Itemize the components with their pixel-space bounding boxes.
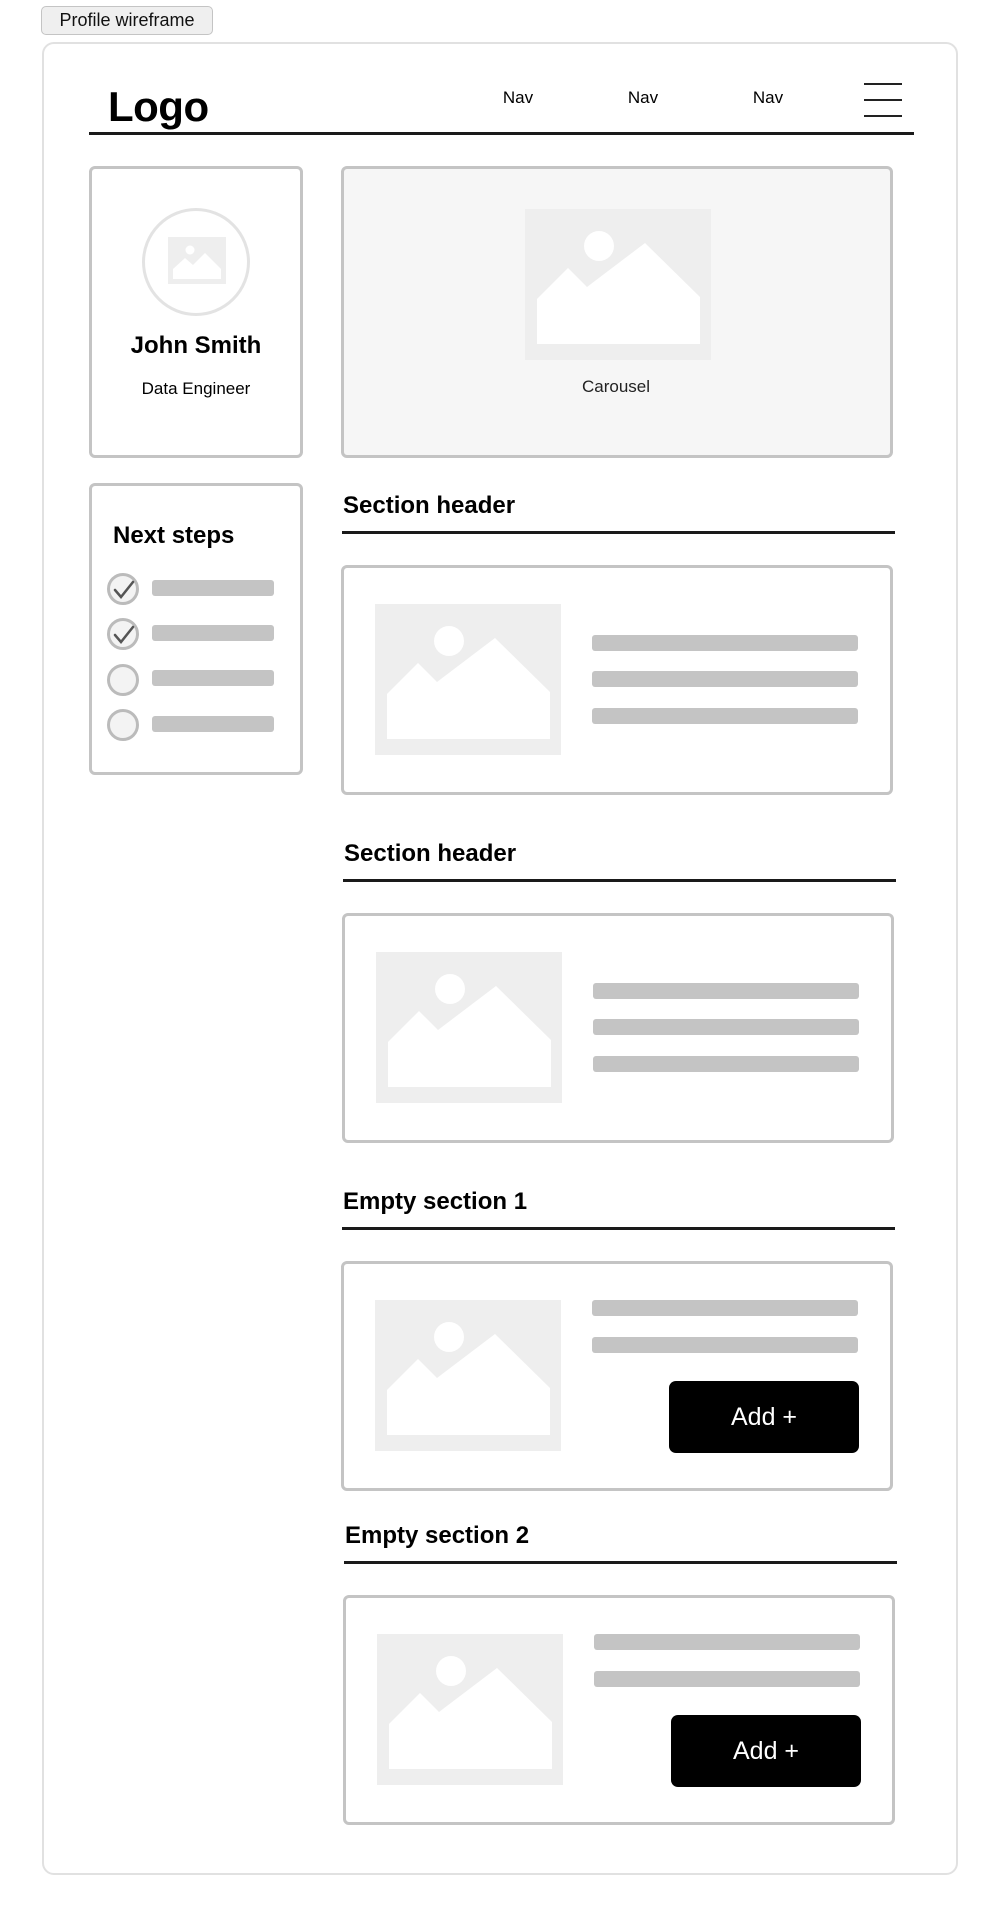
- empty-section-1-title: Empty section 1: [343, 1188, 528, 1215]
- step-4-text: [152, 716, 274, 732]
- checkmark-icon: [113, 625, 135, 645]
- step-4-checkbox[interactable]: [107, 709, 139, 741]
- empty-section-2-text-line: [594, 1671, 860, 1687]
- image-placeholder-icon: [525, 209, 711, 360]
- next-steps-title: Next steps: [113, 522, 235, 549]
- hamburger-menu-icon[interactable]: [864, 82, 902, 118]
- step-3-text: [152, 670, 274, 686]
- empty-section-1-text-line: [592, 1337, 858, 1353]
- frame-label: Profile wireframe: [41, 6, 213, 35]
- image-placeholder-icon: [377, 1634, 563, 1785]
- empty-section-2-text-line: [594, 1634, 860, 1650]
- section-1-text-line: [592, 671, 858, 687]
- checkmark-icon: [113, 580, 135, 600]
- section-1-title: Section header: [343, 492, 516, 519]
- empty-section-2-divider: [344, 1561, 897, 1564]
- section-2-divider: [343, 879, 896, 882]
- image-placeholder-icon: [168, 237, 226, 284]
- profile-name: John Smith: [130, 332, 262, 359]
- section-1-text-line: [592, 708, 858, 724]
- image-placeholder-icon: [375, 1300, 561, 1451]
- section-1-divider: [342, 531, 895, 534]
- section-2-text-line: [593, 1019, 859, 1035]
- empty-section-1-divider: [342, 1227, 895, 1230]
- nav-link-3[interactable]: Nav: [752, 88, 784, 107]
- carousel-label: Carousel: [581, 377, 651, 396]
- step-2-text: [152, 625, 274, 641]
- empty-section-2-title: Empty section 2: [345, 1522, 530, 1549]
- empty-section-2-add-button[interactable]: Add +: [671, 1715, 861, 1787]
- step-3-checkbox[interactable]: [107, 664, 139, 696]
- nav-link-1[interactable]: Nav: [502, 88, 534, 107]
- profile-role: Data Engineer: [141, 379, 251, 398]
- section-2-title: Section header: [344, 840, 517, 867]
- empty-section-1-add-button[interactable]: Add +: [669, 1381, 859, 1453]
- section-1-text-line: [592, 635, 858, 651]
- logo[interactable]: Logo: [108, 83, 209, 130]
- empty-section-1-text-line: [592, 1300, 858, 1316]
- nav-link-2[interactable]: Nav: [627, 88, 659, 107]
- header-divider: [89, 132, 914, 135]
- image-placeholder-icon: [375, 604, 561, 755]
- image-placeholder-icon: [376, 952, 562, 1103]
- section-2-text-line: [593, 1056, 859, 1072]
- step-1-text: [152, 580, 274, 596]
- section-2-text-line: [593, 983, 859, 999]
